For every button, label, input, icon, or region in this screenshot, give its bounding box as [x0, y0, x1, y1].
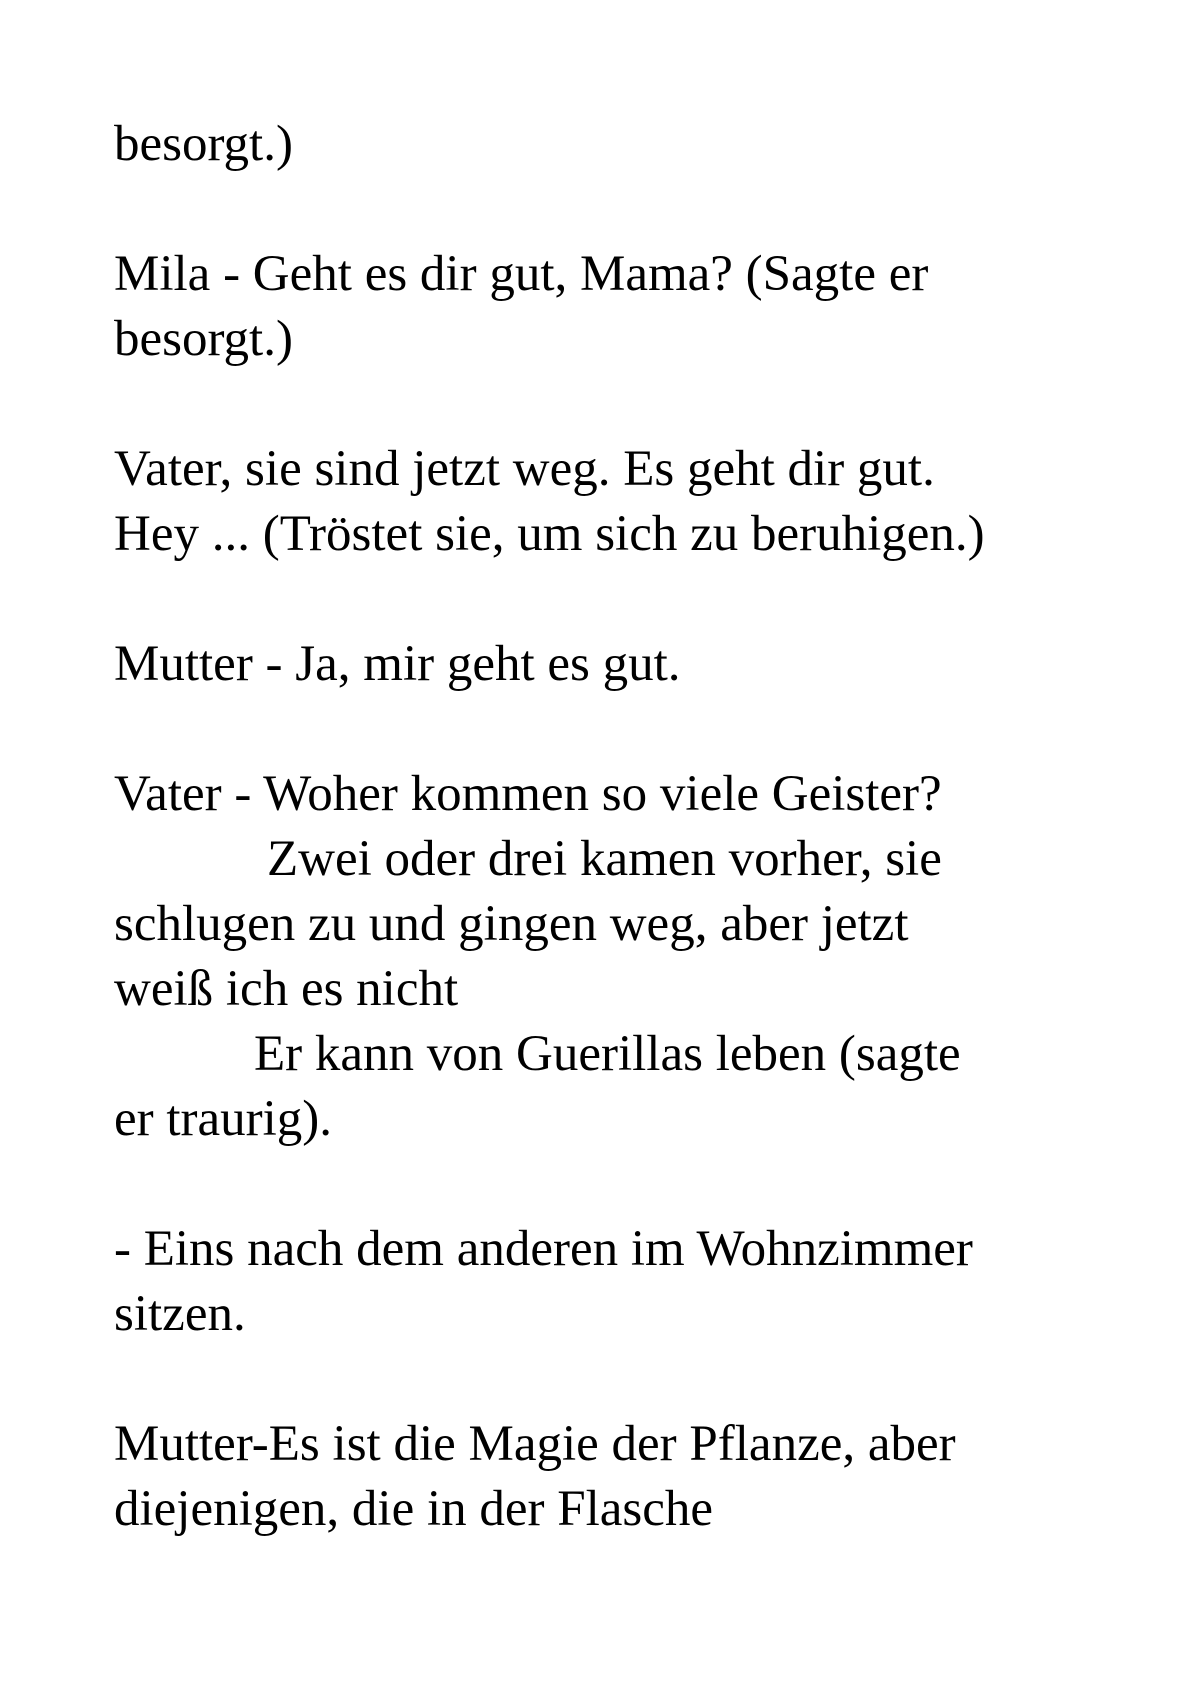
text-line: Mutter - Ja, mir geht es gut. — [114, 636, 681, 692]
paragraph-gap — [114, 697, 1114, 762]
paragraph-gap — [114, 1347, 1114, 1412]
paragraph-gap — [114, 567, 1114, 632]
text-line: besorgt.) — [114, 311, 293, 367]
text-line: - Eins nach dem anderen im Wohnzimmer — [114, 1221, 973, 1277]
text-line: weiß ich es nicht — [114, 961, 459, 1017]
text-line: Mutter-Es ist die Magie der Pflanze, aber — [114, 1416, 956, 1472]
text-line: sitzen. — [114, 1286, 246, 1342]
text-line: besorgt.) — [114, 116, 293, 172]
text-line-indented: Er kann von Guerillas leben (sagte — [254, 1026, 961, 1082]
text-line: er traurig). — [114, 1091, 333, 1147]
text-line: schlugen zu und gingen weg, aber jetzt — [114, 896, 909, 952]
text-line: Hey ... (Tröstet sie, um sich zu beruhigen.) — [114, 506, 985, 562]
paragraph-gap — [114, 372, 1114, 437]
text-line-indented: Zwei oder drei kamen vorher, sie — [267, 831, 942, 887]
text-line: Mila - Geht es dir gut, Mama? (Sagte er — [114, 246, 929, 302]
text-line: Vater - Woher kommen so viele Geister? — [114, 766, 942, 822]
text-line: diejenigen, die in der Flasche — [114, 1481, 714, 1537]
text-line: Vater, sie sind jetzt weg. Es geht dir gut. — [114, 441, 935, 497]
document-body — [114, 112, 1114, 1542]
paragraph-gap — [114, 1152, 1114, 1217]
paragraph-gap — [114, 177, 1114, 242]
